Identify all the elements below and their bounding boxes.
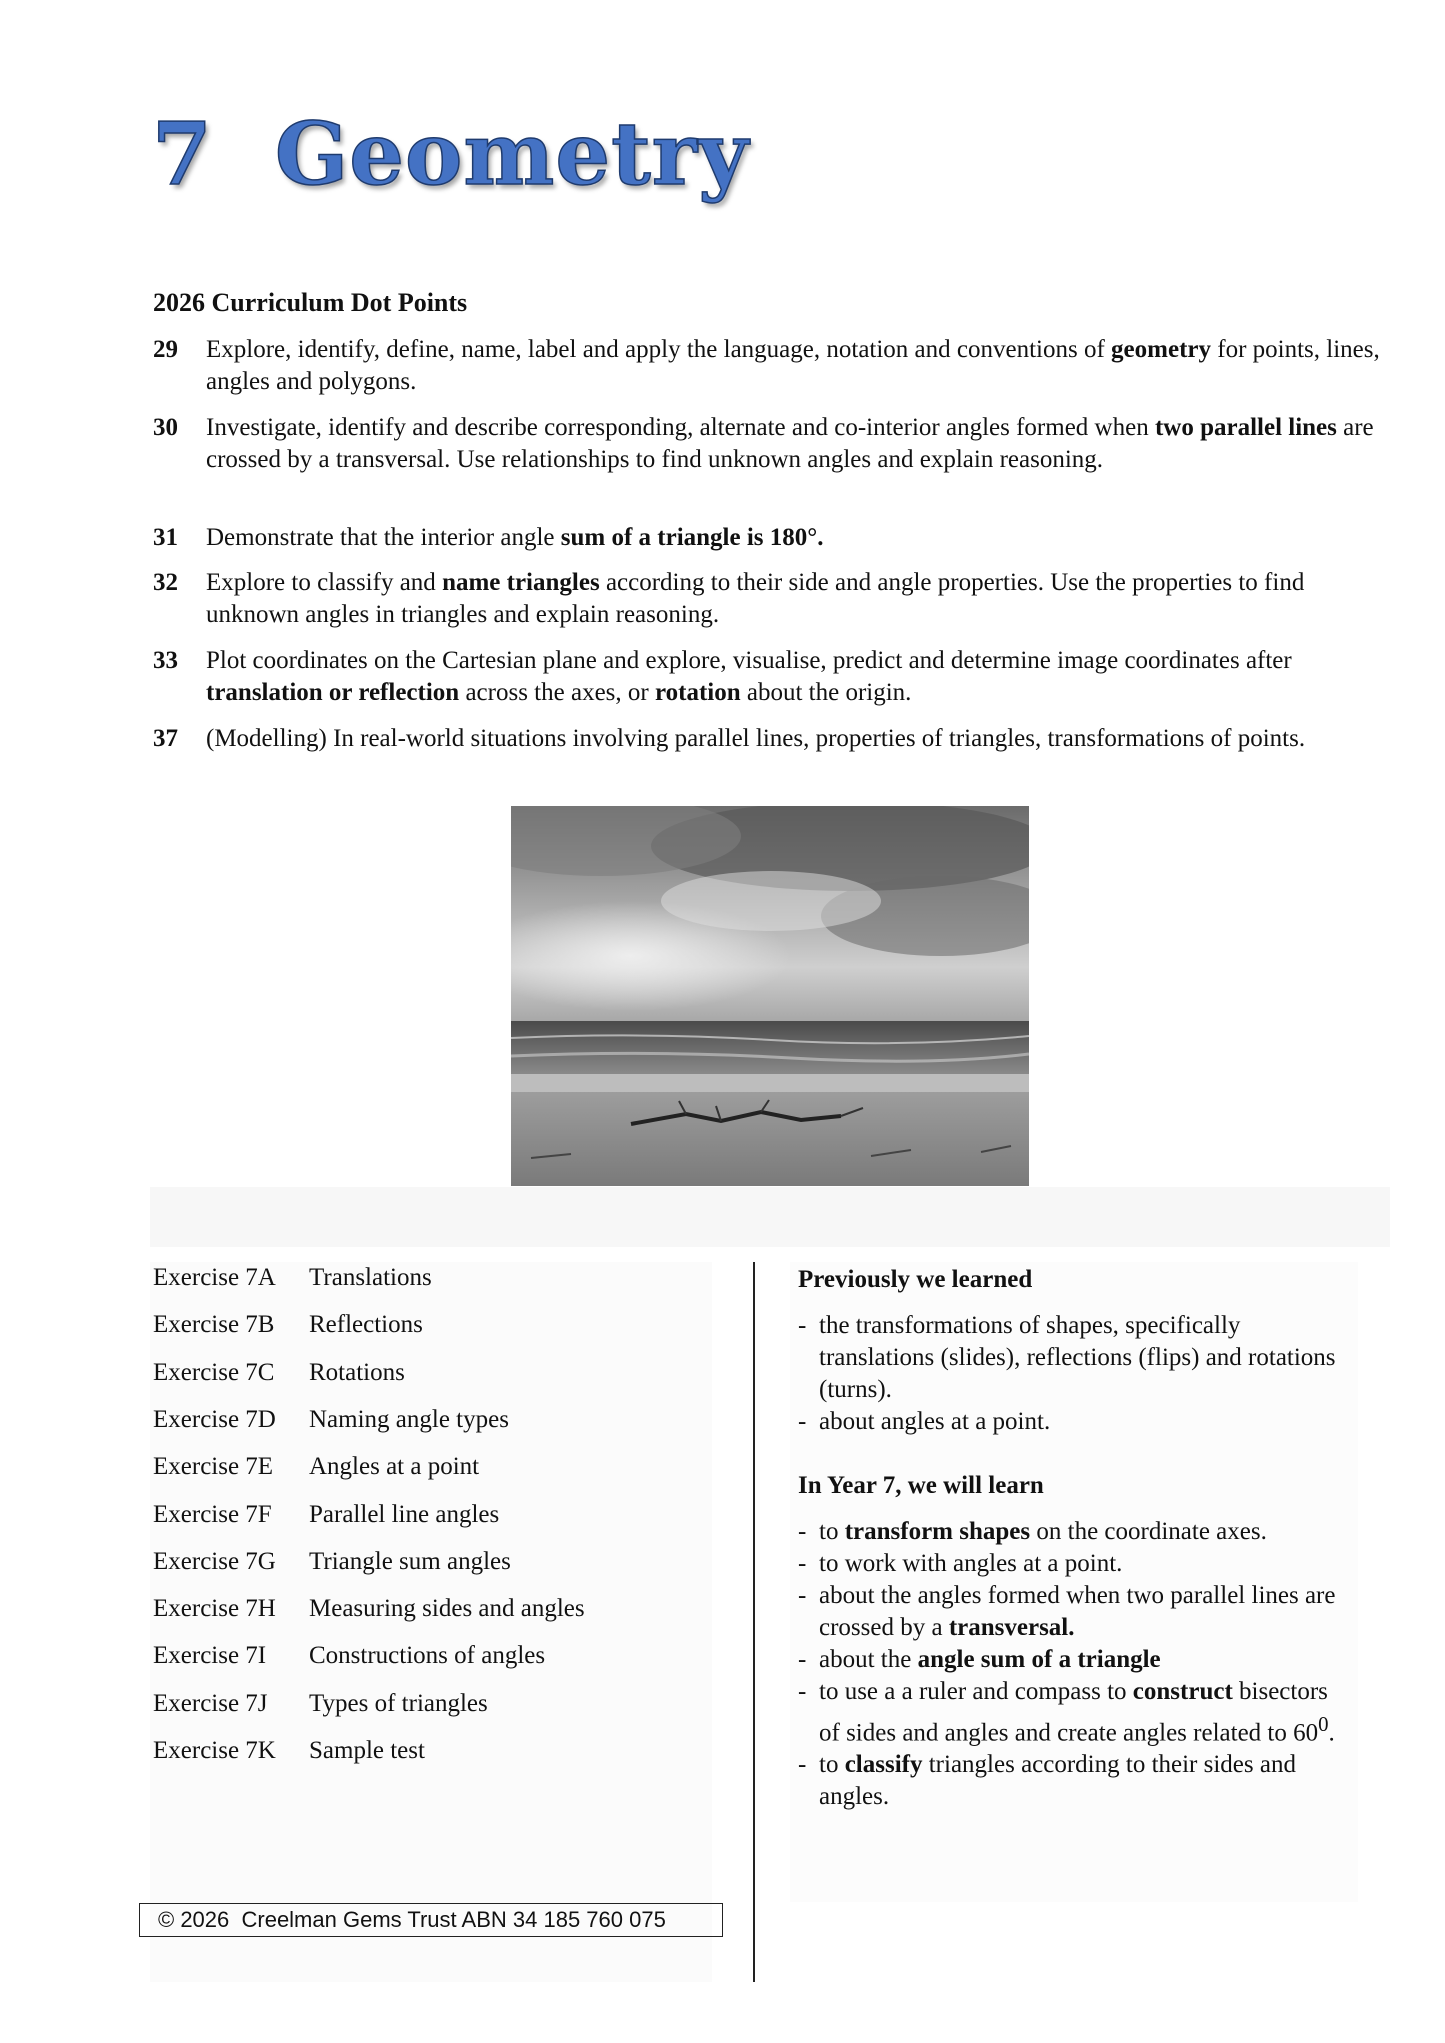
text-run: about the [819,1646,918,1673]
point-text [206,645,1393,709]
text-run: about angles at a point. [819,1408,1051,1435]
exercise-title: Measuring sides and angles [309,1595,585,1623]
key-term: angle sum of a triangle [917,1646,1161,1673]
exercise-code: Exercise 7G [153,1547,276,1575]
bullet-text [819,1676,1343,1749]
curriculum-point [153,723,1393,755]
exercise-code: Exercise 7B [153,1311,275,1339]
copyright-notice: © 2026 Creelman Gems Trust ABN 34 185 760 075 [139,1903,723,1937]
point-text [206,723,1393,755]
exercise-code: Exercise 7J [153,1689,268,1717]
exercise-title: Translations [309,1264,432,1291]
dash-marker: - [798,1678,807,1705]
exercise-title: Types of triangles [309,1689,488,1717]
bullet-item [798,1548,1343,1580]
key-term: two parallel lines [1154,414,1337,441]
bullet-text [819,1310,1343,1406]
exercise-item [153,1640,545,1672]
point-number: 37 [153,725,178,752]
exercise-item [153,1735,425,1767]
dash-marker: - [798,1646,807,1673]
text-run: to use a a ruler and compass to [819,1678,1133,1705]
point-text [206,522,1393,554]
exercise-item [153,1451,479,1483]
point-number: 31 [153,524,178,551]
exercise-item [153,1546,511,1578]
key-term: transform shapes [844,1518,1031,1545]
text-run: to work with angles at a point. [819,1550,1123,1577]
point-number: 33 [153,647,178,674]
text-run: Investigate, identify and describe corresponding, alternate and co-interior angles formed when [206,414,1155,441]
bullet-text [819,1516,1343,1548]
chapter-name: Geometry [274,104,750,205]
chapter-number: 7 [152,104,213,205]
bullet-text [819,1749,1343,1813]
text-run: about the origin. [740,679,912,706]
year7-heading: In Year 7, we will learn [798,1472,1044,1499]
text-run: for points, lines, angles and polygons. [206,336,1380,395]
key-term: construct [1132,1678,1233,1705]
text-run: according to their side and angle properties. Use the properties to find unknown angles in triangles and explain reasoning. [206,569,1305,628]
text-run: the transformations of shapes, specifically translations (slides), reflections (flips) and rotations (turns). [819,1312,1336,1403]
exercise-item [153,1357,405,1389]
text-run: on the coordinate axes. [1030,1518,1267,1545]
point-text [206,334,1393,398]
text-run: are crossed by a transversal. Use relationships to find unknown angles and explain reasoning. [206,414,1374,473]
point-text [206,567,1393,631]
bullet-item [798,1749,1343,1813]
exercise-item [153,1262,432,1294]
dash-marker: - [798,1518,807,1545]
dash-marker: - [798,1751,807,1778]
bullet-item [798,1580,1343,1644]
bullet-item [798,1310,1343,1406]
text-run: Demonstrate that the interior angle [206,524,561,551]
text-run: Explore to classify and [206,569,443,596]
curriculum-point [153,334,1393,398]
exercise-title: Angles at a point [309,1453,480,1481]
key-term: rotation [654,679,741,706]
shaded-band [150,1187,1390,1247]
exercise-code: Exercise 7I [153,1642,267,1670]
bullet-item [798,1406,1343,1438]
bullet-item [798,1516,1343,1548]
bullet-text [819,1644,1343,1676]
previously-heading: Previously we learned [798,1266,1033,1293]
text-run: (Modelling) In real-world situations involving parallel lines, properties of triangles, transformations of points. [206,725,1306,752]
point-number: 30 [153,414,178,441]
exercise-item [153,1404,509,1436]
key-term: geometry [1111,336,1211,363]
dash-marker: - [798,1582,807,1609]
dash-marker: - [798,1550,807,1577]
key-term: sum of a triangle is 180°. [560,524,824,551]
curriculum-point [153,522,1393,554]
bullet-text [819,1406,1343,1438]
bullet-item [798,1676,1343,1749]
key-term: transversal. [948,1614,1075,1641]
exercise-item [153,1593,585,1625]
exercise-title: Triangle sum angles [309,1547,511,1575]
point-number: 29 [153,336,178,363]
exercise-title: Sample test [309,1737,425,1764]
exercise-title: Reflections [309,1311,423,1339]
exercise-title: Naming angle types [309,1405,509,1433]
exercise-title: Rotations [309,1358,405,1386]
bullet-text [819,1548,1343,1580]
text-run: triangles according to their sides and angles. [819,1751,1296,1810]
text-run: across the axes, or [459,679,655,706]
text-run: to [819,1518,845,1545]
text-run: . [1328,1719,1335,1747]
exercise-code: Exercise 7H [153,1595,276,1623]
column-divider [753,1262,755,1982]
exercise-code: Exercise 7C [153,1358,275,1386]
exercise-item [153,1499,499,1531]
curriculum-point [153,412,1393,476]
exercise-code: Exercise 7D [153,1405,276,1433]
curriculum-heading: 2026 Curriculum Dot Points [153,288,468,317]
exercise-code: Exercise 7K [153,1737,276,1764]
point-text [206,412,1393,476]
text-run: Plot coordinates on the Cartesian plane and explore, visualise, predict and determine image coordinates after [206,647,1292,674]
text-run: about the angles formed when two parallel lines are crossed by a [819,1582,1336,1641]
dash-marker: - [798,1408,807,1435]
exercise-code: Exercise 7E [153,1453,274,1481]
exercise-title: Parallel line angles [309,1500,500,1528]
text-run: bisectors of sides and angles and create angles related to 60 [819,1678,1328,1747]
bullet-text [819,1580,1343,1644]
exercise-title: Constructions of angles [309,1642,546,1670]
exercise-code: Exercise 7F [153,1500,272,1528]
key-term: classify [844,1751,923,1778]
chapter-title [152,104,750,205]
superscript: 0 [1318,1712,1329,1736]
curriculum-point [153,567,1393,631]
point-number: 32 [153,569,178,596]
exercise-item [153,1688,488,1720]
text-run: to [819,1751,845,1778]
dash-marker: - [798,1312,807,1339]
curriculum-point [153,645,1393,709]
key-term: translation or reflection [206,679,460,706]
bullet-item [798,1644,1343,1676]
key-term: name triangles [442,569,600,596]
text-run: Explore, identify, define, name, label and apply the language, notation and conventions of [206,336,1112,363]
beach-photo [511,806,1029,1186]
exercise-code: Exercise 7A [153,1264,276,1291]
exercise-item [153,1309,423,1341]
